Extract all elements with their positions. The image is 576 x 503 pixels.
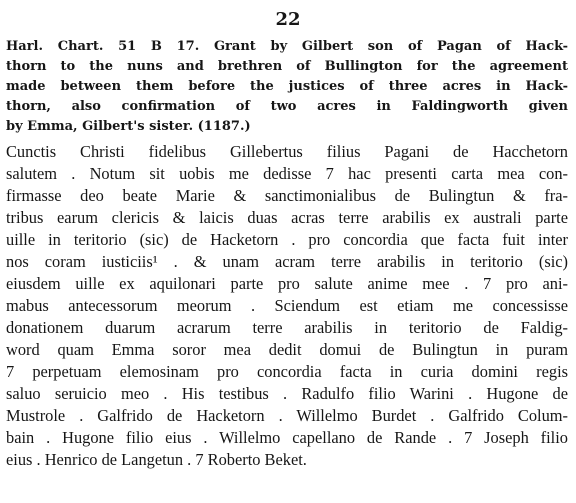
text-line: word quam Emma soror mea dedit domui de Bulingtun in puram bbox=[6, 340, 568, 359]
text-line: firmasse deo beate Marie & sanctimonialibus de Bulingtun & fra- bbox=[6, 186, 568, 205]
text-line: bain . Hugone filio eius . Willelmo capellano de Rande . 7 Joseph filio bbox=[6, 428, 568, 447]
text-line: eius . Henrico de Langetun . 7 Roberto Beket. bbox=[6, 450, 307, 469]
text-line: donationem duarum acrarum terre arabilis in teritorio de Faldig- bbox=[6, 318, 568, 337]
text-line: saluo seruicio meo . His testibus . Radulfo filio Warini . Hugone de bbox=[6, 384, 568, 403]
text-line: mabus antecessorum meorum . Sciendum est etiam me concessisse bbox=[6, 296, 568, 315]
heading-line: thorn, also confirmation of two acres in Faldingworth given bbox=[6, 99, 568, 114]
heading-line: by Emma, Gilbert's sister. (1187.) bbox=[6, 119, 251, 134]
text-line: uille in teritorio (sic) de Hacketorn . pro concordia que facta fuit inter bbox=[6, 230, 568, 249]
text-line: nos coram iusticiis¹ . & unam acram terre arabilis in teritorio (sic) bbox=[6, 252, 568, 271]
text-line: salutem . Notum sit uobis me dedisse 7 hac presenti carta mea con- bbox=[6, 164, 568, 183]
text-line: tribus earum clericis & laicis duas acras terre arabilis ex australi parte bbox=[6, 208, 568, 227]
text-line: 7 perpetuam elemosinam pro concordia facta in curia domini regis bbox=[6, 362, 568, 381]
text-line: eiusdem uille ex aquilonari parte pro salute anime mee . 7 pro ani- bbox=[6, 274, 568, 293]
heading-line: thorn to the nuns and brethren of Bullington for the agreement bbox=[6, 59, 568, 74]
page-number: 22 bbox=[275, 9, 301, 30]
heading-line: Harl. Chart. 51 B 17. Grant by Gilbert son of Pagan of Hack- bbox=[6, 39, 568, 54]
text-line: Mustrole . Galfrido de Hacketorn . Willelmo Burdet . Galfrido Colum- bbox=[6, 406, 568, 425]
text-line: Cunctis Christi fidelibus Gillebertus filius Pagani de Hacchetorn bbox=[6, 142, 568, 161]
heading-line: made between them before the justices of three acres in Hack- bbox=[6, 79, 568, 94]
